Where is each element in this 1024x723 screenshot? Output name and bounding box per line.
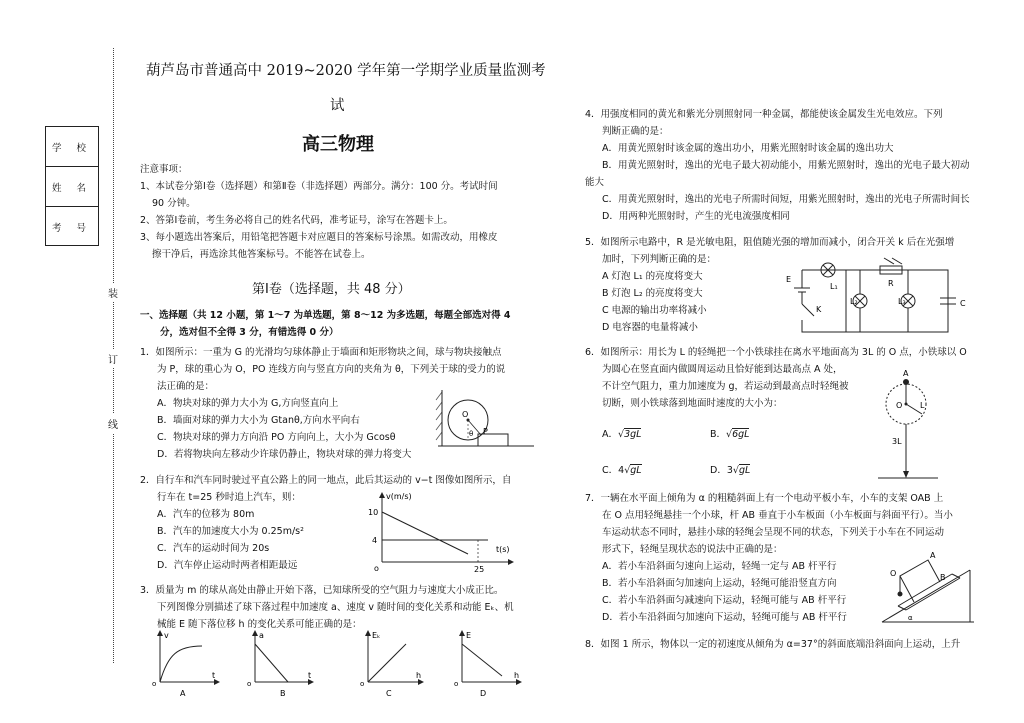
question-text: 判断正确的是： xyxy=(602,126,669,137)
svg-text:o: o xyxy=(247,680,252,688)
name-field[interactable]: 姓 名 xyxy=(46,167,98,207)
fig-label-E: E xyxy=(786,275,792,284)
question-8: 8．如图 1 所示，物体以一定的初速度从倾角为 α=37°的斜面底端沿斜面向上运动，上升 xyxy=(585,639,961,650)
student-info-box xyxy=(45,126,99,246)
question-text: 7．一辆在水平面上倾角为 α 的粗糙斜面上有一个电动平板小车，小车的支架 OAB 上 xyxy=(585,493,944,504)
q3-graph-A xyxy=(152,630,220,698)
q2-ylabel: v(m/s) xyxy=(386,492,412,501)
q2-ytick: 10 xyxy=(368,508,379,517)
section-instructions: 一、选择题（共 12 小题，第 1～7 为单选题，第 8～12 为多选题，每题全部选对得 4 xyxy=(140,310,511,321)
fig-label-L: L xyxy=(920,401,925,410)
section-instructions-cont: 分，选对但不全得 3 分，有错选得 0 分） xyxy=(160,327,339,338)
option: D．用两种光照射时，产生的光电流强度相同 xyxy=(602,211,790,222)
question-text: 切断，则小铁球落到地面时速度的大小为： xyxy=(602,398,783,409)
fig-label-O: O xyxy=(462,410,469,419)
q2-ytick: 4 xyxy=(372,536,378,545)
svg-text:v: v xyxy=(164,631,169,640)
question-text: 6．如图所示：用长为 L 的轻绳把一个小铁球挂在离水平地面高为 3L 的 O 点，小铁球以 O xyxy=(585,347,967,358)
question-text: 为圆心在竖直面内做圆周运动且恰好能到达最高点 A 处， xyxy=(602,364,843,375)
q7-incline-cart-figure xyxy=(878,548,978,626)
fig-label-theta: θ xyxy=(469,430,474,438)
q6-option-b: B．√6gL xyxy=(710,429,750,440)
svg-text:E: E xyxy=(466,631,472,640)
question-text: 行车在 t=25 秒时追上汽车，则： xyxy=(157,492,301,503)
fig-label-A: A xyxy=(903,369,909,378)
svg-text:o: o xyxy=(454,680,459,688)
fig-label-B: B xyxy=(940,573,946,582)
fig-label-P: P xyxy=(483,427,488,436)
subject-title: 高三物理 xyxy=(302,134,374,155)
option: B．用黄光照射时，逸出的光电子最大初动能小，用紫光照射时，逸出的光电子最大初动 xyxy=(602,160,970,171)
option-cont: 能大 xyxy=(585,177,605,188)
question-text: 械能 E 随下落位移 h 的变化关系可能正确的是： xyxy=(157,619,362,630)
svg-text:C: C xyxy=(386,689,392,698)
notice-line: 90 分钟。 xyxy=(152,198,196,209)
option: B．汽车的加速度大小为 0.25m/s² xyxy=(157,526,304,537)
svg-text:h: h xyxy=(514,671,520,680)
q2-xlabel: t(s) xyxy=(496,545,510,554)
option: D．若小车沿斜面匀加速向下运动，轻绳可能与 AB 杆平行 xyxy=(602,612,847,623)
question-text: 为 P，球的重心为 O，PO 连线方向与竖直方向的夹角为 θ，下列关于球的受力的说 xyxy=(157,364,506,375)
option: C．物块对球的弹力方向沿 PO 方向向上，大小为 Gcosθ xyxy=(157,432,396,443)
svg-text:Eₖ: Eₖ xyxy=(372,631,381,640)
question-text: 5．如图所示电路中，R 是光敏电阻，阻值随光强的增加而减小，闭合开关 k 后在光强增 xyxy=(585,237,955,248)
option: D．汽车停止运动时两者相距最远 xyxy=(157,560,298,571)
svg-text:t: t xyxy=(212,671,216,680)
svg-text:B: B xyxy=(280,689,286,698)
binding-mark-ding: 订 xyxy=(108,349,118,368)
option: C．用黄光照射时，逸出的光电子所需时间短，用紫光照射时，逸出的光电子所需时间长 xyxy=(602,194,970,205)
fig-label-alpha: α xyxy=(908,614,913,622)
notice-line: 1、本试卷分第Ⅰ卷（选择题）和第Ⅱ卷（非选择题）两部分。满分：100 分。考试时间 xyxy=(140,181,498,192)
q2-xtick: 25 xyxy=(474,565,485,574)
question-text: 3．质量为 m 的球从高处由静止开始下落，已知球所受的空气阻力与速度大小成正比。 xyxy=(140,585,504,596)
question-text: 法正确的是： xyxy=(157,381,215,392)
option: A 灯泡 L₁ 的亮度将变大 xyxy=(602,271,703,282)
fig-label-O: O xyxy=(896,401,903,410)
fig-label-L1: L₁ xyxy=(830,282,838,291)
option: A．若小车沿斜面匀速向上运动，轻绳一定与 AB 杆平行 xyxy=(602,561,837,572)
svg-text:o: o xyxy=(152,680,157,688)
option: C 电源的输出功率将减小 xyxy=(602,305,707,316)
q3-graph-D xyxy=(454,630,522,698)
fig-label-C: C xyxy=(960,299,966,308)
option: A．用黄光照射时该金属的逸出功小，用紫光照射时该金属的逸出功大 xyxy=(602,143,894,154)
fig-label-R: R xyxy=(888,279,894,288)
school-field[interactable]: 学 校 xyxy=(46,127,98,167)
fig-label-K: K xyxy=(816,305,822,314)
question-text: 下列图像分别描述了球下落过程中加速度 a、速度 v 随时间的变化关系和动能 Eₖ、机 xyxy=(157,602,514,613)
notice-block xyxy=(140,161,498,263)
notice-heading: 注意事项： xyxy=(140,164,188,175)
svg-text:A: A xyxy=(180,689,186,698)
binding-mark-zhuang: 装 xyxy=(108,283,118,302)
fig-label-L2: L₂ xyxy=(850,297,858,306)
option: D．若将物块向左移动少许球仍静止，物块对球的弹力将变大 xyxy=(157,449,412,460)
option: B．若小车沿斜面匀加速向上运动，轻绳可能沿竖直方向 xyxy=(602,578,837,589)
svg-text:D: D xyxy=(480,689,487,698)
question-3 xyxy=(140,582,514,633)
q6-option-d: D．3√gL xyxy=(710,465,751,476)
option: A．物块对球的弹力大小为 G,方向竖直向上 xyxy=(157,398,339,409)
svg-text:t: t xyxy=(308,671,312,680)
option: A．汽车的位移为 80m xyxy=(157,509,255,520)
svg-text:a: a xyxy=(259,631,264,640)
fig-label-L3: L₃ xyxy=(898,297,906,306)
fig-label-A: A xyxy=(930,551,936,560)
question-text: 车运动状态不同时，悬挂小球的轻绳会呈现不同的状态，下列关于小车在不同运动 xyxy=(602,527,945,538)
q6-pendulum-figure xyxy=(876,368,956,483)
q6-option-c: C．4√gL xyxy=(602,465,642,476)
q2-vt-graph xyxy=(368,492,528,572)
question-text: 2．自行车和汽车同时驶过平直公路上的同一地点，此后其运动的 v−t 图像如图所示，自 xyxy=(140,475,512,486)
option: C．汽车的运动时间为 20s xyxy=(157,543,270,554)
svg-text:h: h xyxy=(416,671,422,680)
notice-line: 3、每小题选出答案后，用铅笔把答题卡对应题目的答案标号涂黑。如需改动，用橡皮 xyxy=(140,232,498,243)
binding-mark-xian: 线 xyxy=(108,414,118,433)
question-text: 在 O 点用轻绳悬挂一个小球，杆 AB 垂直于小车板面（小车板面与斜面平行）。当小 xyxy=(602,510,953,521)
q3-graph-C xyxy=(360,630,424,698)
exam-title: 葫芦岛市普通高中 2019~2020 学年第一学期学业质量监测考 xyxy=(146,63,546,79)
svg-text:o: o xyxy=(360,680,365,688)
option: C．若小车沿斜面匀减速向下运动，轻绳可能与 AB 杆平行 xyxy=(602,595,847,606)
q3-graphs xyxy=(150,630,530,700)
question-text: 4．用强度相同的黄光和紫光分别照射同一种金属，都能使该金属发生光电效应。下列 xyxy=(585,109,943,120)
question-text: 形式下，轻绳呈现状态的说法中正确的是： xyxy=(602,544,783,555)
question-text: 不计空气阻力，重力加速度为 g，若运动到最高点时轻绳被 xyxy=(602,381,849,392)
question-text: 1．如图所示：一重为 G 的光滑均匀球体静止于墙面和矩形物块之间，球与物块接触点 xyxy=(140,347,502,358)
notice-line: 擦干净后，再选涂其他答案标号。不能答在试卷上。 xyxy=(152,249,371,260)
fig-label-3L: 3L xyxy=(892,437,902,446)
fig-label-O: O xyxy=(890,569,897,578)
part1-title: 第Ⅰ卷（选择题，共 48 分） xyxy=(252,282,411,297)
q6-option-a: A．√3gL xyxy=(602,429,642,440)
notice-line: 2、答第Ⅰ卷前，考生务必将自己的姓名代码，准考证号，涂写在答题卡上。 xyxy=(140,215,453,226)
q1-ball-wall-figure xyxy=(436,390,536,450)
q5-circuit-figure xyxy=(780,258,976,338)
q2-origin: o xyxy=(374,564,379,573)
question-text: 加时，下列判断正确的是： xyxy=(602,254,717,265)
option: B 灯泡 L₂ 的亮度将变大 xyxy=(602,288,703,299)
question-4 xyxy=(585,106,970,225)
option: D 电容器的电量将减小 xyxy=(602,322,698,333)
exam-title-cont: 试 xyxy=(330,98,345,114)
q3-graph-B xyxy=(247,630,314,698)
exam-id-field[interactable]: 考 号 xyxy=(51,222,93,234)
option: B．墙面对球的弹力大小为 Gtanθ,方向水平向右 xyxy=(157,415,360,426)
